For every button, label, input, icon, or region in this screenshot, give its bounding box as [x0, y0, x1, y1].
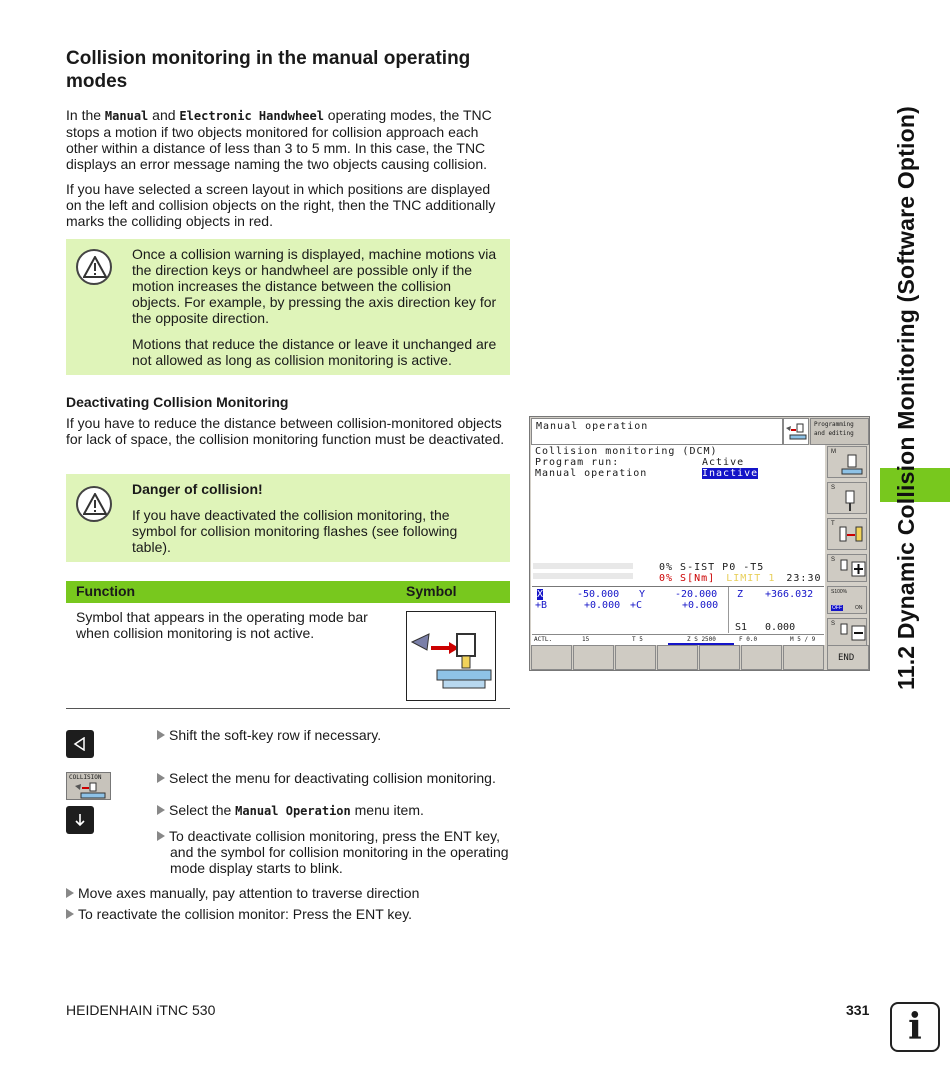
- side-key-t[interactable]: T: [827, 518, 867, 550]
- collision-icon: [73, 782, 107, 800]
- triangle-left-icon: [73, 737, 87, 751]
- table-header: [66, 581, 510, 603]
- dcm-title: Collision monitoring (DCM): [535, 446, 718, 457]
- deactivate-paragraph: If you have to reduce the distance between collision-monitored objects for lack of space, the collision monitoring function must be deactivated.: [66, 415, 505, 447]
- status-strip: ACTL. 15 T 5 Z S 2500 F 0.0 M 5 / 9: [532, 634, 824, 644]
- softkey-2[interactable]: [573, 645, 614, 670]
- spindle-icon: [842, 489, 858, 513]
- bullet-icon: [66, 888, 74, 898]
- softkey-4[interactable]: [657, 645, 698, 670]
- bullet-icon: [157, 831, 165, 841]
- mode-bar: Manual operation: [531, 418, 783, 445]
- note1-paragraph-2: Motions that reduce the distance or leave it unchanged are not allowed as long as collision monitoring is active.: [132, 336, 497, 368]
- arrow-down-key[interactable]: [66, 806, 94, 834]
- collision-off-icon: [407, 612, 495, 700]
- page-number: 331: [846, 1002, 870, 1018]
- collision-softkey[interactable]: COLLISION: [66, 772, 111, 800]
- warning-icon: [76, 486, 112, 522]
- note2-title: Danger of collision!: [132, 481, 263, 497]
- end-softkey[interactable]: END: [827, 645, 869, 670]
- step-reactivate: To reactivate the collision monitor: Press the ENT key.: [66, 906, 412, 922]
- tnc-screen: [529, 416, 870, 671]
- chapter-title-vertical: 11.2 Dynamic Collision Monitoring (Software Option): [893, 106, 919, 690]
- step-shift-softkey: Shift the soft-key row if necessary.: [157, 727, 381, 743]
- note-box-warning: [66, 239, 510, 375]
- function-table: [66, 581, 510, 641]
- minus-icon: [840, 622, 866, 644]
- tool-change-icon: [836, 525, 866, 549]
- note1-paragraph-1: Once a collision warning is displayed, machine motions via the direction keys or handwheel are possible only if the motion increases the distance between the collision objects. For example, by pressing the axis direction key for the opposite direction.: [132, 246, 497, 326]
- step-manual-operation: Select the Manual Operation menu item.: [157, 802, 424, 819]
- info-icon[interactable]: i: [890, 1002, 940, 1052]
- side-softkeys: [826, 445, 869, 643]
- warning-icon: [76, 249, 112, 285]
- table-bottom-rule: [66, 708, 510, 709]
- softkey-6[interactable]: [741, 645, 782, 670]
- step-select-menu: Select the menu for deactivating collision monitoring.: [157, 770, 496, 786]
- arrow-down-icon: [74, 813, 86, 827]
- mode-manual: Manual: [104, 109, 149, 123]
- bullet-icon: [66, 909, 74, 919]
- position-display: X -50.000 Y -20.000 Z +366.032 +B +0.000 +C +0.000 S1 0.000: [532, 586, 824, 634]
- note-box-danger: [66, 474, 510, 562]
- step-press-ent: To deactivate collision monitoring, press the ENT key, and the symbol for collision monitoring in the operating mode display starts to blink.: [157, 828, 513, 876]
- collision-off-icon: [784, 419, 808, 443]
- side-key-s-plus[interactable]: S: [827, 554, 867, 582]
- programming-mode-button[interactable]: Programming and editing: [810, 418, 869, 445]
- softkey-1[interactable]: [531, 645, 572, 670]
- collision-status-symbol: [783, 418, 809, 445]
- col-function: Function: [76, 583, 136, 599]
- shift-softkey-key[interactable]: [66, 730, 94, 758]
- page-title: Collision monitoring in the manual operating modes: [66, 48, 471, 92]
- side-key-s-minus[interactable]: S: [827, 618, 867, 646]
- footer-product: HEIDENHAIN iTNC 530: [66, 1002, 216, 1018]
- intro-paragraph-1: In the Manual and Electronic Handwheel operating modes, the TNC stops a motion if two objects monitored for collision approach each other within a distance of less than 3 to 5 mm. In this case, the TNC displays an error message naming the two objects causing collision.: [66, 107, 492, 172]
- dcm-window: Collision monitoring (DCM) Program run: Active Manual operation Inactive 0% S-IST P0 -T5 0% S[Nm] LIMIT 1 23:30 X -50.000 Y -20.000 Z +366.032 +B +0.000 +C +0.000 S1 0.000 ACTL. 15 T 5 Z S 2500 F 0.0 M 5 / 9: [531, 445, 825, 645]
- intro-paragraph-2: If you have selected a screen layout in which positions are displayed on the left and collision objects on the right, then the TNC additionally marks the colliding objects in red.: [66, 181, 496, 229]
- note2-text: If you have deactivated the collision monitoring, the symbol for collision monitoring flashes (see following table).: [132, 507, 458, 555]
- program-run-row: Program run: Active: [535, 457, 745, 468]
- manual-op-row[interactable]: Manual operation Inactive: [535, 468, 759, 479]
- table-row-text: Symbol that appears in the operating mode bar when collision monitoring is not active.: [76, 609, 368, 641]
- col-symbol: Symbol: [406, 583, 457, 599]
- subheading-deactivating: Deactivating Collision Monitoring: [66, 394, 289, 410]
- machine-icon: [840, 453, 864, 477]
- side-key-s100[interactable]: S100% OFF ON: [827, 586, 867, 614]
- side-key-s[interactable]: S: [827, 482, 867, 514]
- step-move-axes: Move axes manually, pay attention to traverse direction: [66, 885, 419, 901]
- bullet-icon: [157, 730, 165, 740]
- side-key-m[interactable]: M: [827, 446, 867, 478]
- bullet-icon: [157, 805, 165, 815]
- plus-icon: [840, 558, 866, 580]
- mode-handwheel: Electronic Handwheel: [179, 109, 324, 123]
- softkey-5[interactable]: [699, 645, 740, 670]
- softkey-3[interactable]: [615, 645, 656, 670]
- collision-off-symbol: [406, 611, 496, 701]
- bullet-icon: [157, 773, 165, 783]
- softkey-7[interactable]: [783, 645, 824, 670]
